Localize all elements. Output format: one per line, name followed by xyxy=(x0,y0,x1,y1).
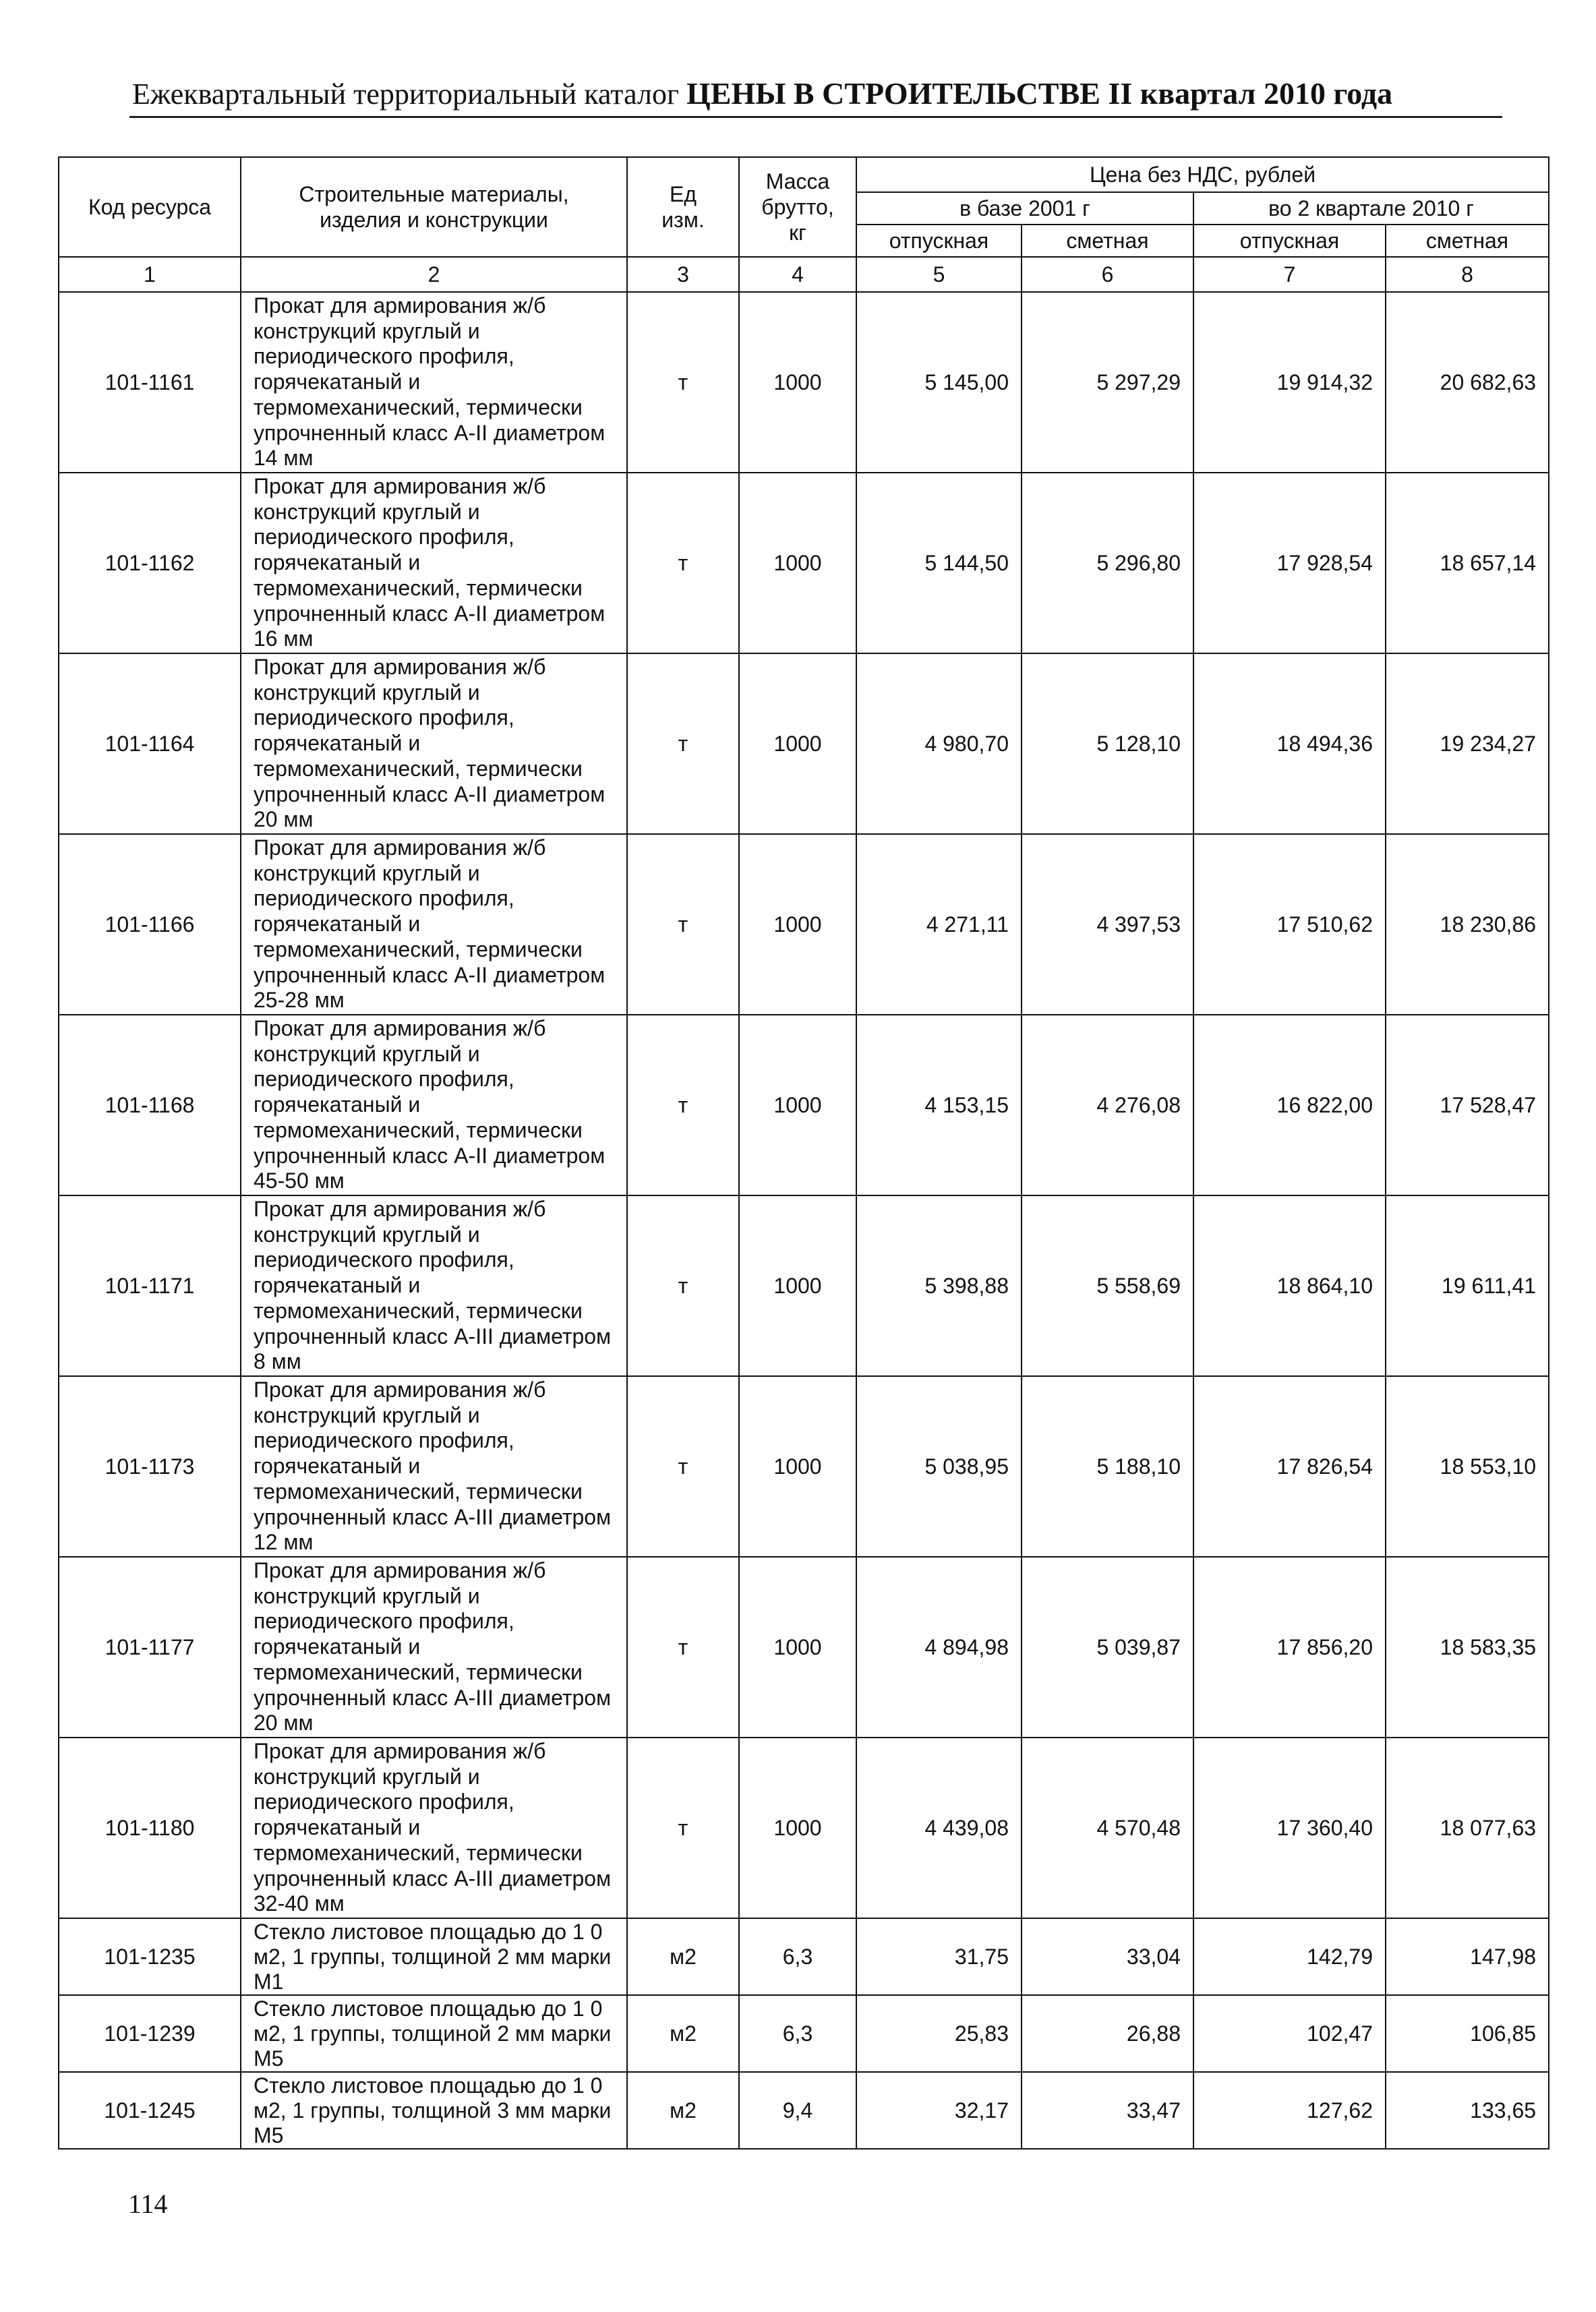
base-estimate-price: 5 128,10 xyxy=(1022,653,1193,834)
column-number: 4 xyxy=(739,257,856,292)
q2-release-price: 19 914,32 xyxy=(1193,292,1386,473)
material-description: Прокат для армирования ж/б конструкций круглый и периодического профиля, горячекатаный и термомеханический, термически упрочненный класс А-II диаметром 20 мм xyxy=(241,653,627,834)
gross-mass: 9,4 xyxy=(739,2072,856,2149)
material-description: Прокат для армирования ж/б конструкций круглый и периодического профиля, горячекатаный и термомеханический, термически упрочненный класс А-II диаметром 25-28 мм xyxy=(241,834,627,1015)
base-estimate-price: 5 558,69 xyxy=(1022,1195,1193,1376)
unit-of-measure: м2 xyxy=(627,1995,739,2072)
q2-estimate-price: 17 528,47 xyxy=(1386,1015,1549,1195)
header-price-group: Цена без НДС, рублей xyxy=(856,157,1549,192)
resource-code: 101-1235 xyxy=(59,1918,241,1995)
column-number: 1 xyxy=(59,257,241,292)
resource-code: 101-1162 xyxy=(59,473,241,653)
q2-release-price: 17 856,20 xyxy=(1193,1557,1386,1738)
resource-code: 101-1245 xyxy=(59,2072,241,2149)
header-q2-2010: во 2 квартале 2010 г xyxy=(1193,192,1549,225)
unit-of-measure: т xyxy=(627,834,739,1015)
base-estimate-price: 5 039,87 xyxy=(1022,1557,1193,1738)
q2-release-price: 127,62 xyxy=(1193,2072,1386,2149)
gross-mass: 1000 xyxy=(739,1738,856,1918)
resource-code: 101-1161 xyxy=(59,292,241,473)
price-table xyxy=(58,156,1549,2150)
table-row xyxy=(59,292,1549,473)
table-row xyxy=(59,1738,1549,1918)
header-catalog-title: ЦЕНЫ В СТРОИТЕЛЬСТВЕ xyxy=(686,76,1100,111)
resource-code: 101-1166 xyxy=(59,834,241,1015)
gross-mass: 1000 xyxy=(739,292,856,473)
resource-code: 101-1239 xyxy=(59,1995,241,2072)
q2-estimate-price: 18 657,14 xyxy=(1386,473,1549,653)
base-release-price: 32,17 xyxy=(856,2072,1022,2149)
q2-release-price: 142,79 xyxy=(1193,1918,1386,1995)
column-number: 5 xyxy=(856,257,1022,292)
header-q-release: отпускная xyxy=(1193,225,1386,257)
material-description: Прокат для армирования ж/б конструкций круглый и периодического профиля, горячекатаный и термомеханический, термически упрочненный класс А-II диаметром 45-50 мм xyxy=(241,1015,627,1195)
table-row xyxy=(59,1376,1549,1557)
base-release-price: 5 398,88 xyxy=(856,1195,1022,1376)
q2-release-price: 17 826,54 xyxy=(1193,1376,1386,1557)
q2-estimate-price: 19 611,41 xyxy=(1386,1195,1549,1376)
q2-release-price: 17 360,40 xyxy=(1193,1738,1386,1918)
gross-mass: 6,3 xyxy=(739,1995,856,2072)
q2-estimate-price: 133,65 xyxy=(1386,2072,1549,2149)
gross-mass: 6,3 xyxy=(739,1918,856,1995)
material-description: Прокат для армирования ж/б конструкций круглый и периодического профиля, горячекатаный и термомеханический, термически упрочненный класс А-III диаметром 12 мм xyxy=(241,1376,627,1557)
base-release-price: 31,75 xyxy=(856,1918,1022,1995)
table-row xyxy=(59,2072,1549,2149)
page-number: 114 xyxy=(128,2189,168,2219)
gross-mass: 1000 xyxy=(739,473,856,653)
unit-of-measure: т xyxy=(627,1738,739,1918)
header-unit: Ед изм. xyxy=(627,157,739,257)
header-q-estimate: сметная xyxy=(1386,225,1549,257)
gross-mass: 1000 xyxy=(739,653,856,834)
table-row xyxy=(59,1015,1549,1195)
q2-release-price: 17 928,54 xyxy=(1193,473,1386,653)
header-divider xyxy=(129,116,1502,118)
material-description: Прокат для армирования ж/б конструкций круглый и периодического профиля, горячекатаный и термомеханический, термически упрочненный класс А-II диаметром 14 мм xyxy=(241,292,627,473)
unit-of-measure: т xyxy=(627,1557,739,1738)
base-estimate-price: 4 570,48 xyxy=(1022,1738,1193,1918)
table-row xyxy=(59,834,1549,1015)
q2-release-price: 102,47 xyxy=(1193,1995,1386,2072)
unit-of-measure: т xyxy=(627,1376,739,1557)
q2-estimate-price: 18 230,86 xyxy=(1386,834,1549,1015)
unit-of-measure: т xyxy=(627,1015,739,1195)
header-period: II квартал 2010 года xyxy=(1100,76,1393,111)
column-number: 6 xyxy=(1022,257,1193,292)
base-release-price: 4 271,11 xyxy=(856,834,1022,1015)
unit-of-measure: т xyxy=(627,1195,739,1376)
column-number: 2 xyxy=(241,257,627,292)
base-estimate-price: 5 297,29 xyxy=(1022,292,1193,473)
q2-release-price: 16 822,00 xyxy=(1193,1015,1386,1195)
unit-of-measure: м2 xyxy=(627,2072,739,2149)
q2-estimate-price: 18 583,35 xyxy=(1386,1557,1549,1738)
q2-estimate-price: 18 553,10 xyxy=(1386,1376,1549,1557)
base-release-price: 5 038,95 xyxy=(856,1376,1022,1557)
column-number: 8 xyxy=(1386,257,1549,292)
base-release-price: 4 980,70 xyxy=(856,653,1022,834)
material-description: Прокат для армирования ж/б конструкций круглый и периодического профиля, горячекатаный и термомеханический, термически упрочненный класс А-II диаметром 16 мм xyxy=(241,473,627,653)
q2-estimate-price: 18 077,63 xyxy=(1386,1738,1549,1918)
base-release-price: 5 145,00 xyxy=(856,292,1022,473)
table-row xyxy=(59,473,1549,653)
column-number-row xyxy=(59,257,1549,292)
base-release-price: 4 894,98 xyxy=(856,1557,1022,1738)
resource-code: 101-1180 xyxy=(59,1738,241,1918)
base-release-price: 25,83 xyxy=(856,1995,1022,2072)
base-estimate-price: 4 397,53 xyxy=(1022,834,1193,1015)
base-estimate-price: 33,04 xyxy=(1022,1918,1193,1995)
gross-mass: 1000 xyxy=(739,1376,856,1557)
material-description: Стекло листовое площадью до 1 0 м2, 1 группы, толщиной 2 мм марки М5 xyxy=(241,1995,627,2072)
unit-of-measure: т xyxy=(627,653,739,834)
header-base-estimate: сметная xyxy=(1022,225,1193,257)
resource-code: 101-1168 xyxy=(59,1015,241,1195)
header-base-2001: в базе 2001 г xyxy=(856,192,1193,225)
base-estimate-price: 33,47 xyxy=(1022,2072,1193,2149)
material-description: Стекло листовое площадью до 1 0 м2, 1 группы, толщиной 2 мм марки М1 xyxy=(241,1918,627,1995)
base-release-price: 4 439,08 xyxy=(856,1738,1022,1918)
table-row xyxy=(59,653,1549,834)
q2-estimate-price: 106,85 xyxy=(1386,1995,1549,2072)
column-number: 3 xyxy=(627,257,739,292)
base-estimate-price: 26,88 xyxy=(1022,1995,1193,2072)
base-estimate-price: 5 296,80 xyxy=(1022,473,1193,653)
table-row xyxy=(59,1195,1549,1376)
gross-mass: 1000 xyxy=(739,1015,856,1195)
base-estimate-price: 5 188,10 xyxy=(1022,1376,1193,1557)
resource-code: 101-1171 xyxy=(59,1195,241,1376)
table-row xyxy=(59,1995,1549,2072)
header-code: Код ресурса xyxy=(59,157,241,257)
gross-mass: 1000 xyxy=(739,1557,856,1738)
material-description: Прокат для армирования ж/б конструкций круглый и периодического профиля, горячекатаный и термомеханический, термически упрочненный класс А-III диаметром 8 мм xyxy=(241,1195,627,1376)
q2-release-price: 17 510,62 xyxy=(1193,834,1386,1015)
material-description: Прокат для армирования ж/б конструкций круглый и периодического профиля, горячекатаный и термомеханический, термически упрочненный класс А-III диаметром 32-40 мм xyxy=(241,1738,627,1918)
gross-mass: 1000 xyxy=(739,1195,856,1376)
page-header xyxy=(132,76,1508,111)
q2-estimate-price: 147,98 xyxy=(1386,1918,1549,1995)
base-release-price: 5 144,50 xyxy=(856,473,1022,653)
base-release-price: 4 153,15 xyxy=(856,1015,1022,1195)
q2-estimate-price: 20 682,63 xyxy=(1386,292,1549,473)
resource-code: 101-1164 xyxy=(59,653,241,834)
resource-code: 101-1177 xyxy=(59,1557,241,1738)
header-mass: Масса брутто, кг xyxy=(739,157,856,257)
gross-mass: 1000 xyxy=(739,834,856,1015)
material-description: Прокат для армирования ж/б конструкций круглый и периодического профиля, горячекатаный и термомеханический, термически упрочненный класс А-III диаметром 20 мм xyxy=(241,1557,627,1738)
unit-of-measure: т xyxy=(627,473,739,653)
q2-release-price: 18 864,10 xyxy=(1193,1195,1386,1376)
header-material: Строительные материалы, изделия и конструкции xyxy=(241,157,627,257)
column-number: 7 xyxy=(1193,257,1386,292)
header-base-release: отпускная xyxy=(856,225,1022,257)
unit-of-measure: м2 xyxy=(627,1918,739,1995)
base-estimate-price: 4 276,08 xyxy=(1022,1015,1193,1195)
table-row xyxy=(59,1557,1549,1738)
material-description: Стекло листовое площадью до 1 0 м2, 1 группы, толщиной 3 мм марки М5 xyxy=(241,2072,627,2149)
unit-of-measure: т xyxy=(627,292,739,473)
header-catalog-label: Ежеквартальный территориальный каталог xyxy=(132,78,686,111)
table-row xyxy=(59,1918,1549,1995)
q2-estimate-price: 19 234,27 xyxy=(1386,653,1549,834)
q2-release-price: 18 494,36 xyxy=(1193,653,1386,834)
resource-code: 101-1173 xyxy=(59,1376,241,1557)
